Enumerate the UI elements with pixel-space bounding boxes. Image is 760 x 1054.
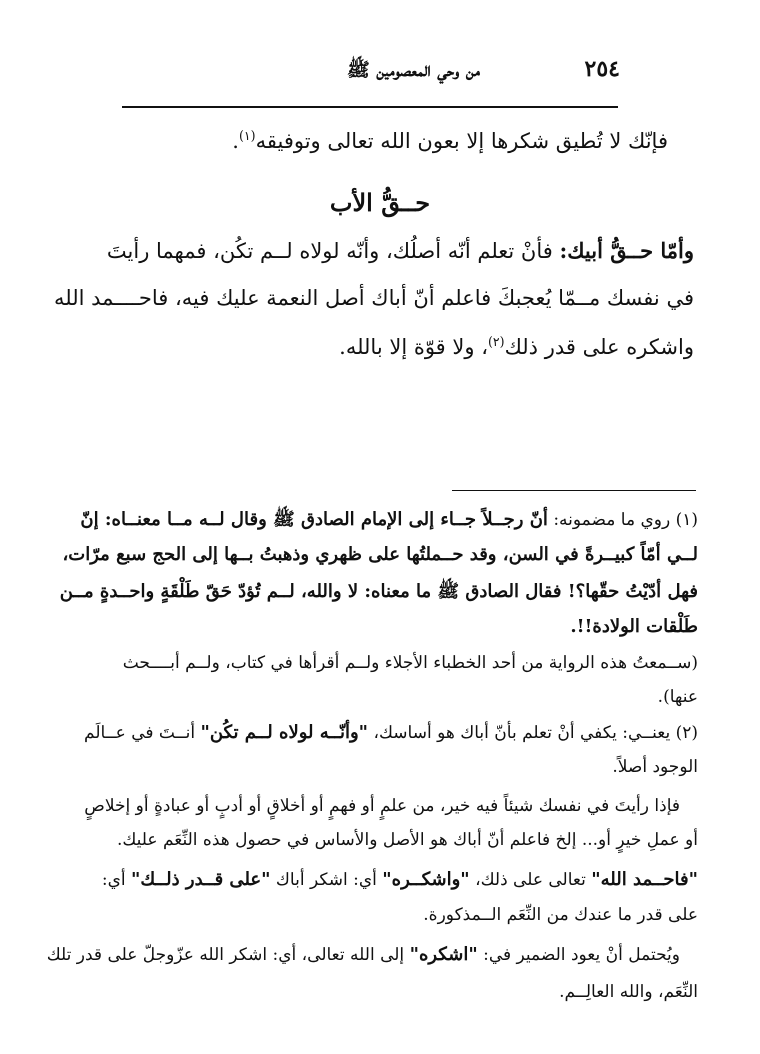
footnote-text: (٢) يعنــي: يكفي أنْ تعلم بأنّ أباك هو أساسك، bbox=[373, 723, 698, 743]
footnote-text: أي: اشكر أباك bbox=[275, 870, 377, 890]
footnote-quote: "وأنّــه لولاه لــم تكُن" bbox=[200, 722, 369, 743]
body-text: واشكره على قدر ذلك bbox=[504, 335, 694, 359]
footnote-1-line-5: (ســمعتُ هذه الرواية من أحد الخطباء الأجلاء ولــم أقرأها في كتاب، ولــم أبــــحث bbox=[122, 653, 698, 673]
footnote-1-line-4: طَلْقات الولادة!!. bbox=[570, 616, 698, 637]
footnote-quote: "على قــدر ذلــك" bbox=[131, 869, 271, 890]
footnote-text: ويُحتمل أنْ يعود الضمير في: bbox=[483, 945, 680, 965]
footnote-text: أي: bbox=[101, 870, 126, 890]
footnote-quote: "واشكــره" bbox=[382, 869, 470, 890]
footnote-2-line-5 bbox=[0, 869, 760, 890]
body-text: فأنْ تعلم أنّه أصلُك، وأنّه لولاه لــم تكُن، فمهما رأيتَ bbox=[106, 239, 553, 263]
body-line-2 bbox=[0, 238, 760, 263]
running-title: من وحي المعصومين ﷺ bbox=[346, 59, 480, 81]
page-number: ٢٥٤ bbox=[584, 56, 620, 82]
footnote-quote: "فاحــمد الله" bbox=[591, 869, 698, 890]
footnote-2-line-4: أو عملِ خيرٍ أو... إلخ فاعلم أنّ أباك هو الأصل والأساس في حصول هذه النِّعَم عليك. bbox=[116, 830, 698, 850]
footnote-2-line-6: على قدر ما عندك من النِّعَم الــمذكورة. bbox=[423, 905, 698, 925]
header-divider bbox=[122, 106, 618, 108]
footnote-2-line-1 bbox=[0, 722, 760, 743]
section-heading: حــقُّ الأب bbox=[329, 188, 431, 217]
body-text: ، ولا قوّة إلا بالله. bbox=[339, 335, 488, 359]
footnote-2-line-3: فإذا رأيتَ في نفسك شيئاً فيه خير، من علمٍ أو فهمٍ أو أخلاقٍ أو أدبٍ أو عبادةٍ أو إخلاصٍ bbox=[84, 796, 680, 816]
footnote-text: أنــتَ في عــالَم bbox=[84, 723, 196, 743]
footnote-quote: "اشكره" bbox=[409, 944, 478, 965]
paragraph-lead: وأمّا حــقُّ أبيك: bbox=[559, 238, 694, 263]
body-text: فإنّك لا تُطيق شكرها إلا بعون الله تعالى وتوفيقه bbox=[255, 129, 668, 153]
footnote-1-line-1 bbox=[0, 508, 760, 534]
footnote-1-line-6: عنها). bbox=[657, 687, 698, 707]
body-line-1: فإنّك لا تُطيق شكرها إلا بعون الله تعالى وتوفيقه$^{(١)}$. bbox=[232, 128, 668, 153]
footnote-text: (١) روي ما مضمونه: bbox=[553, 510, 698, 530]
footnote-1-line-2: لــي أمّاً كبيــرةً في السن، وقد حــملتُها على ظهري وذهبتُ بــها إلى الحج سبع مرّات، bbox=[62, 544, 698, 565]
body-line-4 bbox=[0, 334, 760, 359]
footnote-ref-1[interactable]: (١) bbox=[238, 128, 256, 143]
page-header bbox=[120, 56, 620, 90]
footnote-text-bold: أنّ رجــلاً جــاء إلى الإمام الصادق ﷺ وقال لــه مــا معنــاه: إنّ bbox=[80, 509, 548, 530]
footnote-ref-2[interactable]: (٢) bbox=[487, 334, 505, 349]
footnote-2-line-8: النِّعَم، والله العالِــم. bbox=[559, 982, 698, 1002]
footnote-divider bbox=[452, 490, 696, 491]
footnote-text: تعالى على ذلك، bbox=[475, 870, 586, 890]
footnote-2-line-2: الوجود أصلاً. bbox=[612, 757, 698, 777]
body-line-3 bbox=[0, 286, 760, 310]
footnote-text: إلى الله تعالى، أي: اشكر الله عزّوجلّ على قدر تلك bbox=[46, 945, 405, 965]
footnote-2-line-7 bbox=[0, 944, 760, 965]
body-text: في نفسك مــمّا يُعجبكَ فاعلم أنّ أباك أصل النعمة عليك فيه، فاحــــمد الله bbox=[54, 286, 694, 310]
footnote-1-line-3: فهل أدّيْتُ حقّها؟! فقال الصادق ﷺ ما معناه: لا والله، لــم تُؤدّ حَقّ طَلْقَةٍ واحــدةٍ مــن bbox=[59, 581, 698, 602]
